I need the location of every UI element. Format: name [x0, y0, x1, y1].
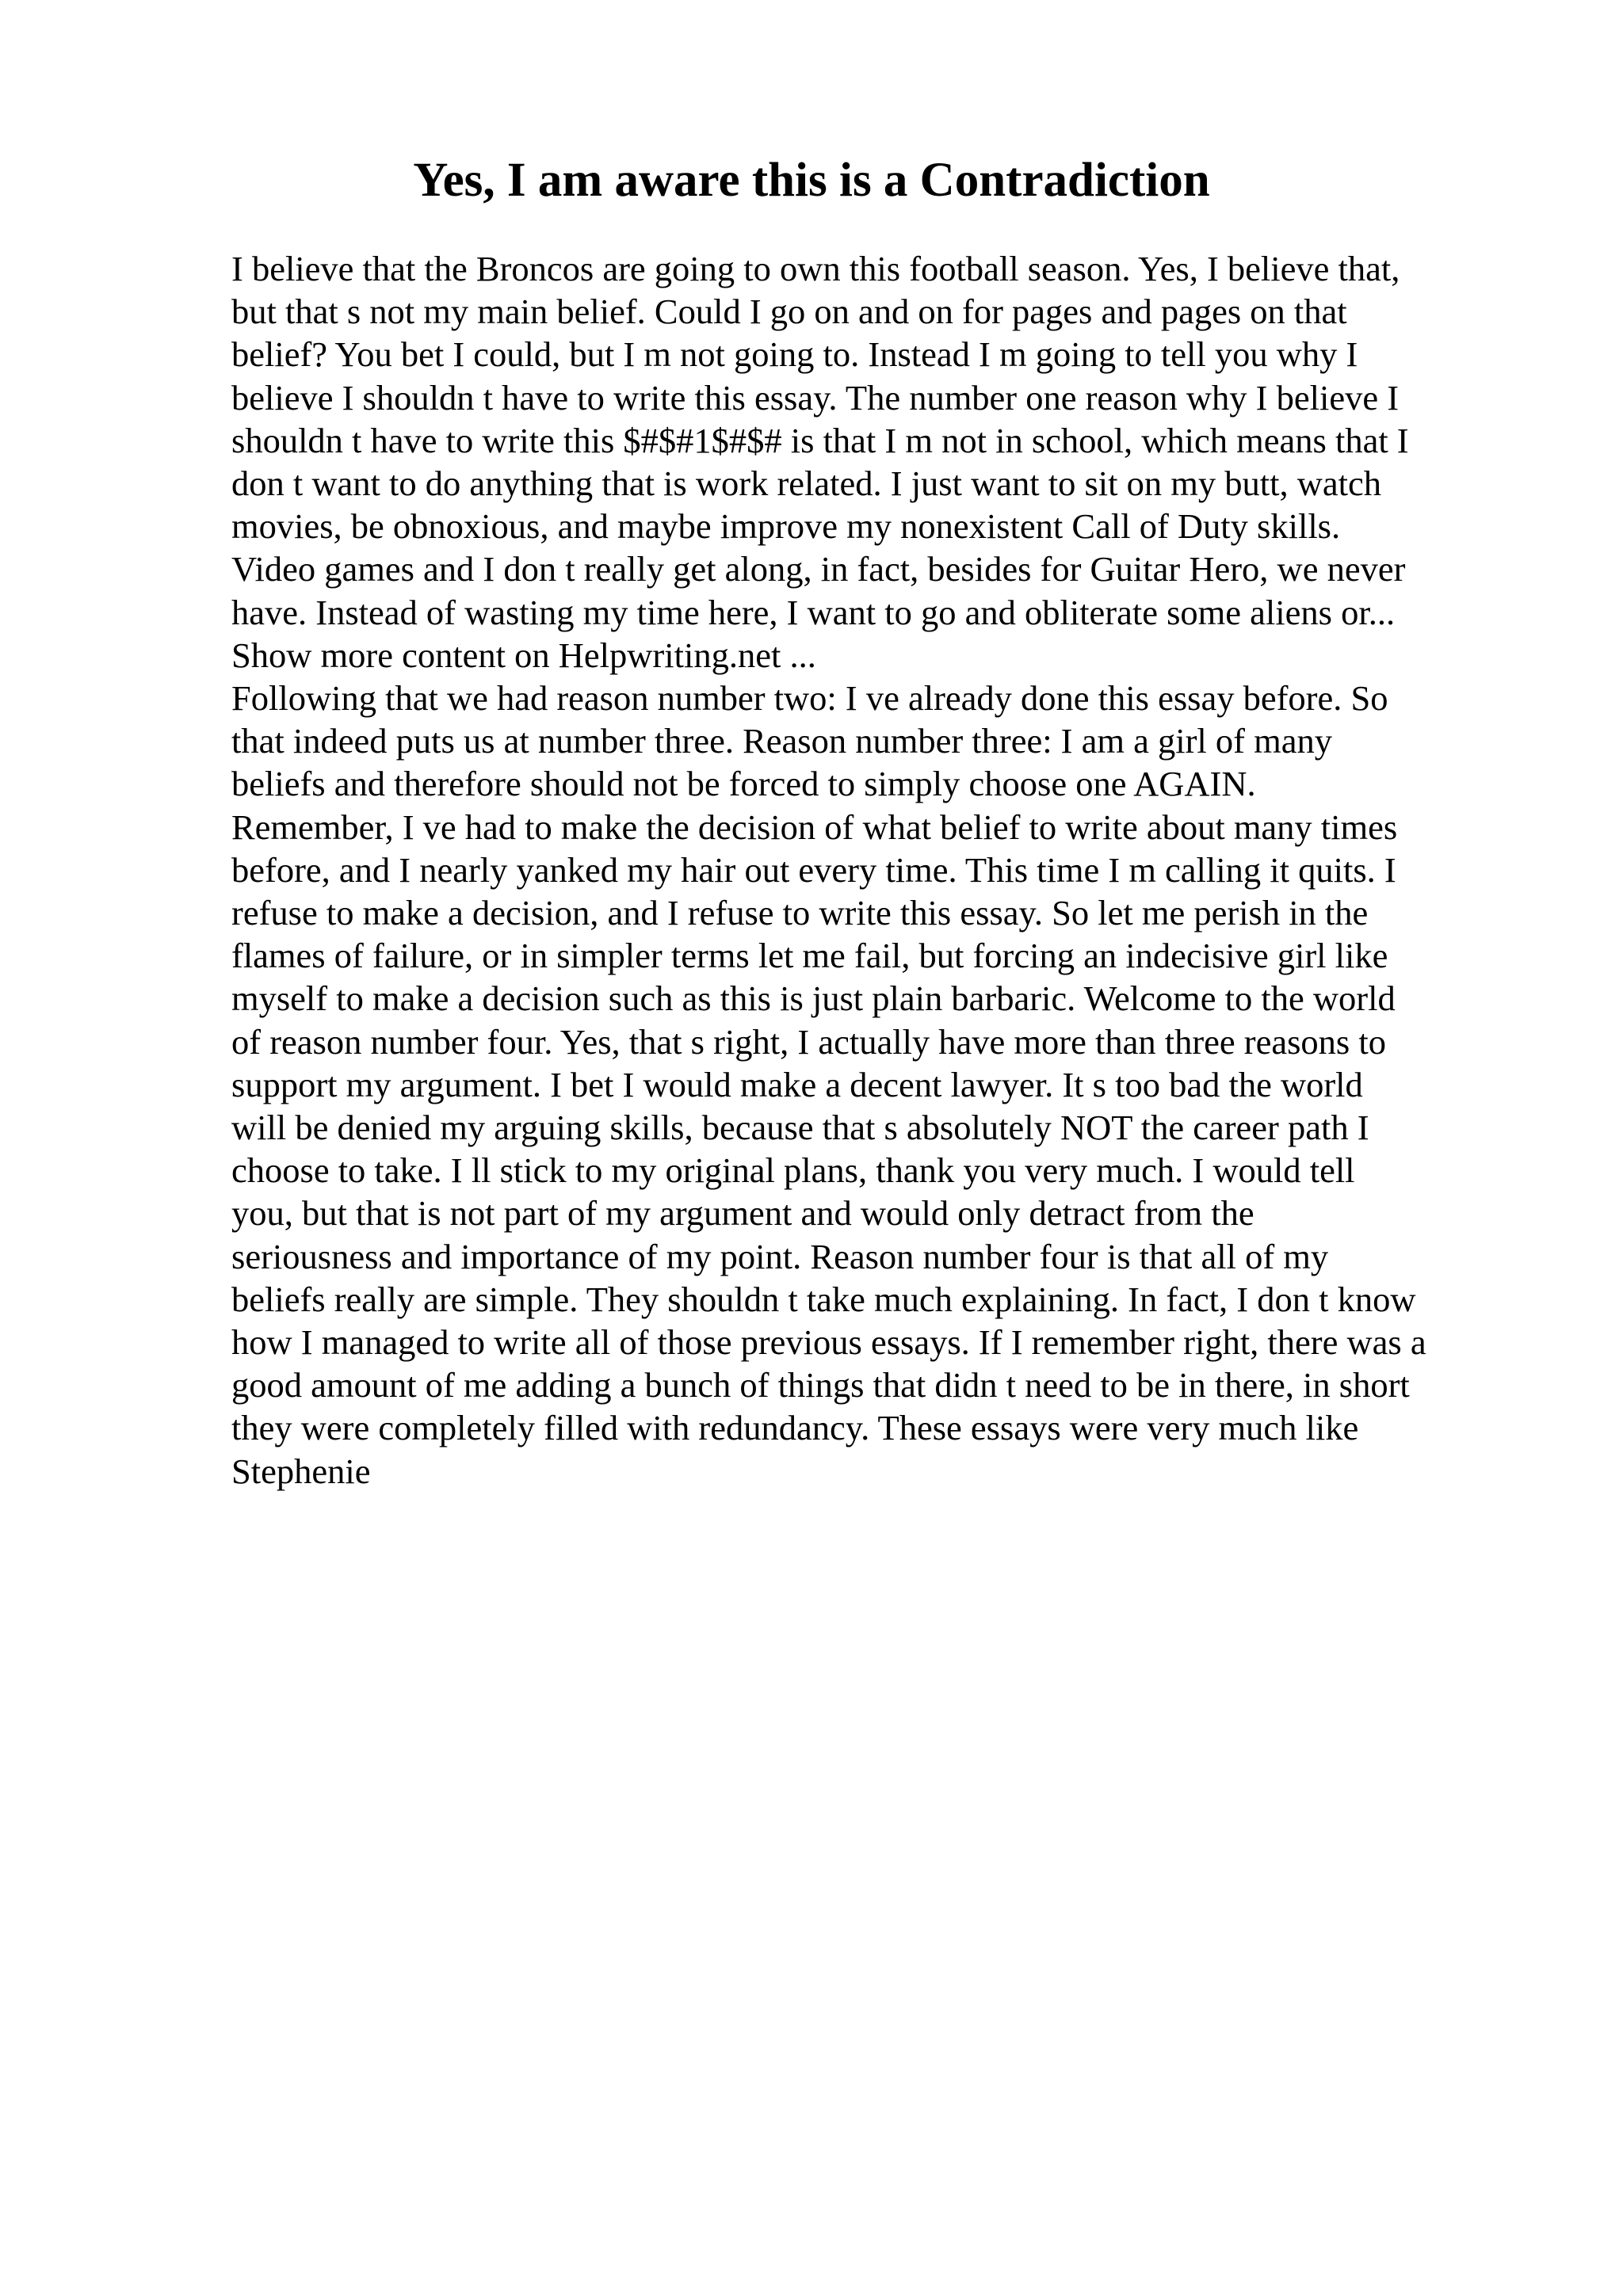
body-line: of reason number four. Yes, that s right, I actually have more than three reasons to: [231, 1021, 1386, 1062]
body-line: will be denied my arguing skills, because that s absolutely NOT the career path I: [231, 1108, 1369, 1148]
body-line: refuse to make a decision, and I refuse to write this essay. So let me perish in the: [231, 893, 1369, 933]
body-line: beliefs really are simple. They shouldn t take much explaining. In fact, I don t know: [231, 1279, 1416, 1319]
body-line: myself to make a decision such as this is just plain barbaric. Welcome to the world: [231, 978, 1396, 1019]
body-line: beliefs and therefore should not be forced to simply choose one AGAIN.: [231, 764, 1256, 804]
body-line: movies, be obnoxious, and maybe improve my nonexistent Call of Duty skills.: [231, 506, 1341, 547]
body-line: before, and I nearly yanked my hair out every time. This time I m calling it quits. I: [231, 849, 1396, 890]
body-line: choose to take. I ll stick to my original plans, thank you very much. I would tell: [231, 1150, 1355, 1191]
body-line: flames of failure, or in simpler terms let me fail, but forcing an indecisive girl like: [231, 936, 1388, 976]
body-line: have. Instead of wasting my time here, I want to go and obliterate some aliens or...: [231, 592, 1396, 632]
body-line: that indeed puts us at number three. Reason number three: I am a girl of many: [231, 721, 1332, 761]
body-line: seriousness and importance of my point. Reason number four is that all of my: [231, 1236, 1329, 1276]
body-line: Show more content on Helpwriting.net ...: [231, 635, 816, 675]
body-line: Following that we had reason number two: I ve already done this essay before. So: [231, 678, 1388, 719]
body-line: believe I shouldn t have to write this essay. The number one reason why I believe I: [231, 377, 1400, 418]
body-line: how I managed to write all of those previous essays. If I remember right, there was a: [231, 1322, 1426, 1363]
body-line: Remember, I ve had to make the decision of what belief to write about many times: [231, 807, 1398, 847]
body-line: but that s not my main belief. Could I go on and on for pages and pages on that: [231, 292, 1347, 332]
body-line: belief? You bet I could, but I m not going to. Instead I m going to tell you why I: [231, 334, 1358, 375]
body-line: Video games and I don t really get along, in fact, besides for Guitar Hero, we never: [231, 549, 1406, 589]
body-line: they were completely filled with redundancy. These essays were very much like: [231, 1408, 1359, 1448]
body-line: I believe that the Broncos are going to own this football season. Yes, I believe that,: [231, 249, 1400, 288]
document-body: [231, 247, 1515, 1493]
body-line: don t want to do anything that is work related. I just want to sit on my butt, watch: [231, 463, 1381, 504]
body-line: Stephenie: [231, 1451, 371, 1491]
document-title: Yes, I am aware this is a Contradiction: [413, 154, 1210, 207]
body-line: you, but that is not part of my argument and would only detract from the: [231, 1193, 1254, 1234]
body-line: shouldn t have to write this $#$#1$#$# is that I m not in school, which means that I: [231, 420, 1409, 460]
body-line: good amount of me adding a bunch of things that didn t need to be in there, in short: [231, 1365, 1410, 1405]
body-line: support my argument. I bet I would make a decent lawyer. It s too bad the world: [231, 1064, 1363, 1104]
